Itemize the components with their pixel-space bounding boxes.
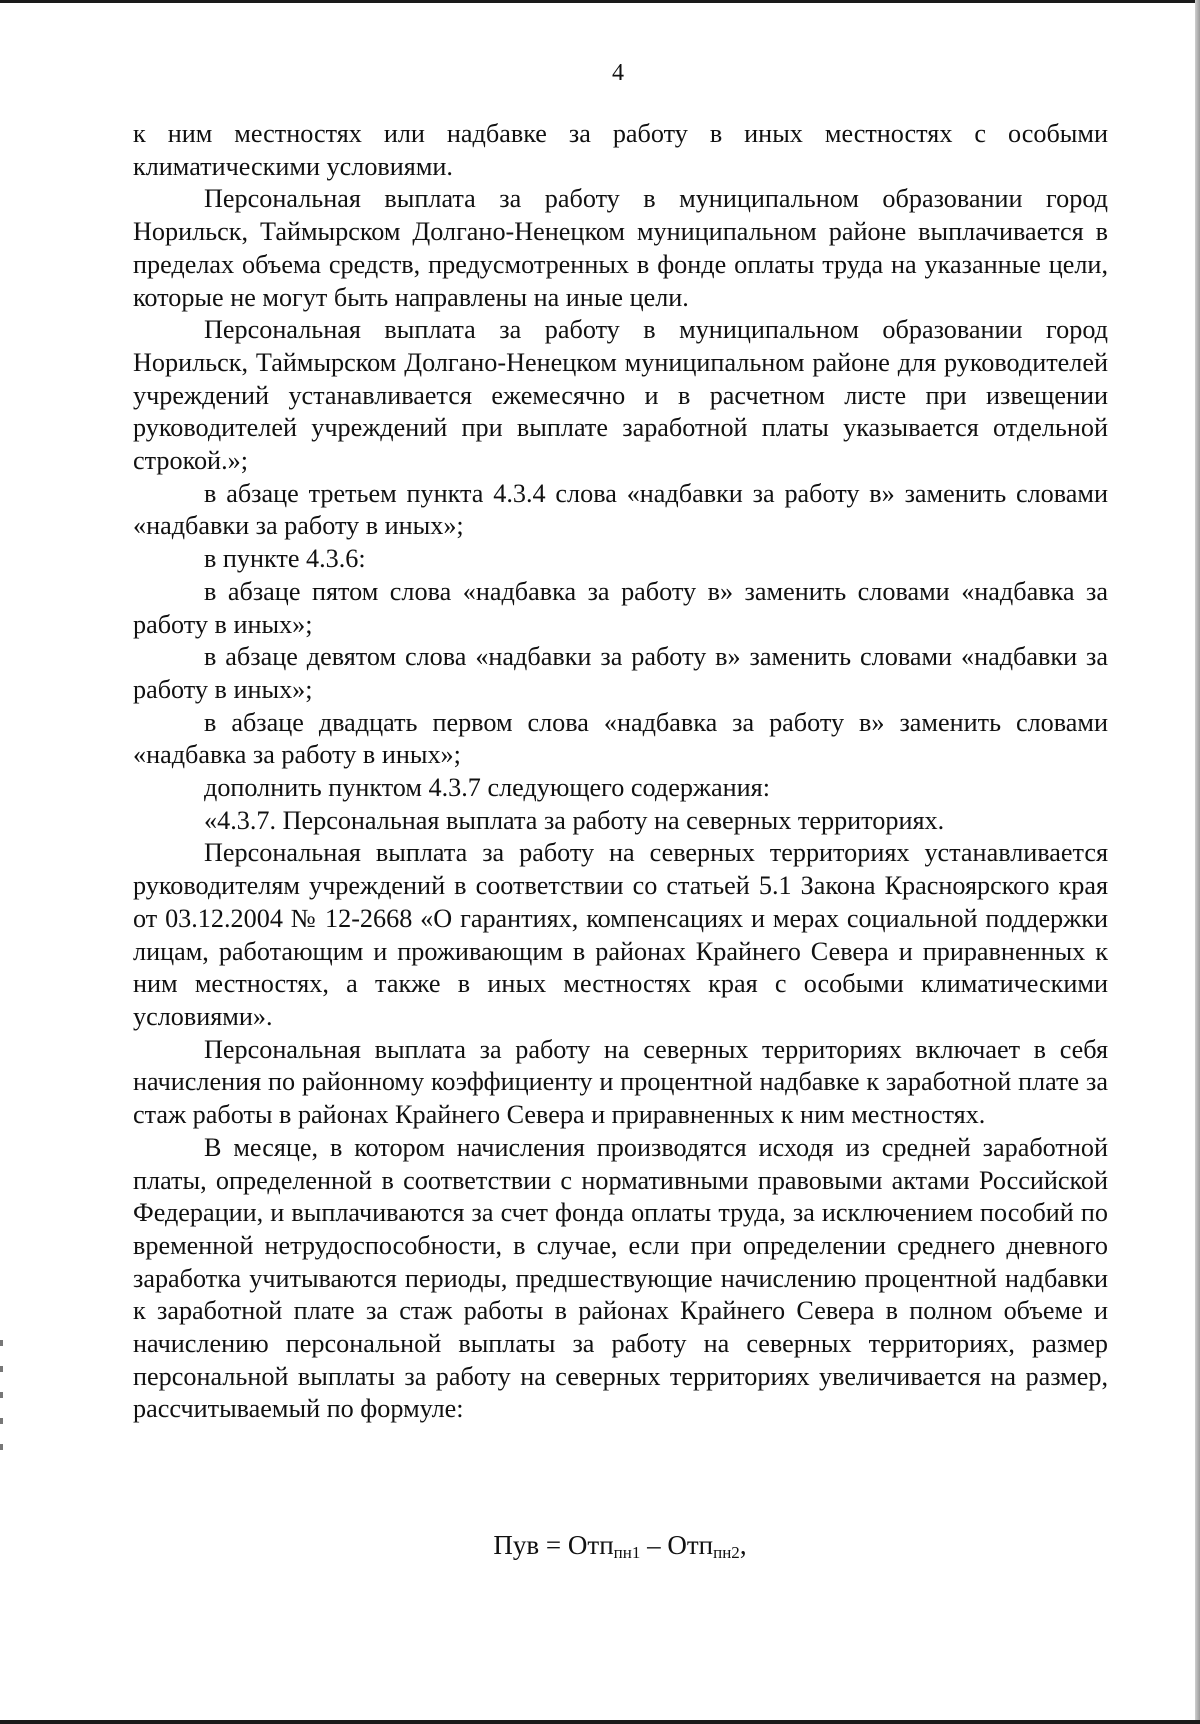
- formula-equals: =: [539, 1530, 568, 1560]
- paragraph-3: Персональная выплата за работу в муниципальном образовании город Норильск, Таймырском Долгано-Ненецком муниципальном районе для руководителей учреждений устанавливается ежемесячно и в расчетном листе при извещении руководителей учреждений при выплате заработной платы указывается отдельной строкой.»;: [133, 315, 1108, 476]
- paragraph-1: к ним местностях или надбавке за работу в иных местностях с особыми климатическими условиями.: [133, 119, 1108, 181]
- paragraph-9: дополнить пунктом 4.3.7 следующего содержания:: [204, 773, 770, 803]
- paragraph-4: в абзаце третьем пункта 4.3.4 слова «надбавки за работу в» заменить словами «надбавки за работу в иных»;: [133, 478, 1108, 541]
- paragraph-10: «4.3.7. Персональная выплата за работу на северных территориях.: [204, 805, 945, 835]
- formula-term1-subscript: пн1: [613, 1543, 641, 1562]
- scan-margin-marks: [0, 1340, 3, 1460]
- page-number: 4: [612, 60, 624, 86]
- formula-term2-subscript: пн2: [713, 1543, 740, 1562]
- paragraph-6: в абзаце пятом слова «надбавка за работу в» заменить словами «надбавка за работу в иных»;: [133, 576, 1108, 639]
- formula-trailing: ,: [739, 1530, 747, 1560]
- paragraph-8: в абзаце двадцать первом слова «надбавка за работу в» заменить словами «надбавка за работу в иных»;: [133, 707, 1108, 770]
- document-body: [133, 118, 1108, 1426]
- formula-term1: Отп: [567, 1530, 614, 1560]
- formula-minus: –: [640, 1530, 668, 1560]
- paragraph-11: Персональная выплата за работу на северных территориях устанавливается руководителям учреждений в соответствии со статьей 5.1 Закона Красноярского края от 03.12.2004 № 12-2668 «О гарантиях, компенсациях и мерах социальной поддержки лицам, работающим и проживающим в районах Крайнего Севера и приравненных к ним местностях, а также в иных местностях края с особыми климатическими условиями».: [133, 838, 1108, 1031]
- paragraph-13: В месяце, в котором начисления производятся исходя из средней заработной платы, определенной в соответствии с нормативными правовыми актами Российской Федерации, и выплачиваются за счет фонда оплаты труда, за исключением пособий по временной нетрудоспособности, в случае, если при определении среднего дневного заработка учитываются периоды, предшествующие начислению процентной надбавки к заработной плате за стаж работы в районах Крайнего Севера в полном объеме и начислению персональной выплаты за работу на северных территориях, размер персональной выплаты за работу на северных территориях увеличивается на размер, рассчитываемый по формуле:: [133, 1132, 1108, 1424]
- scan-edge-right: [1195, 0, 1200, 1724]
- scan-edge-top: [0, 0, 1200, 3]
- paragraph-12: Персональная выплата за работу на северных территориях включает в себя начисления по районному коэффициенту и процентной надбавке к заработной плате за стаж работы в районах Крайнего Севера и приравненных к ним местностях.: [133, 1034, 1108, 1130]
- paragraph-2: Персональная выплата за работу в муниципальном образовании город Норильск, Таймырском Долгано-Ненецком муниципальном районе выплачивается в пределах объема средств, предусмотренных в фонде оплаты труда на указанные цели, которые не могут быть направлены на иные цели.: [133, 184, 1108, 312]
- formula-term2: Отп: [667, 1530, 714, 1560]
- formula: [0, 1528, 1200, 1562]
- paragraph-7: в абзаце девятом слова «надбавки за работу в» заменить словами «надбавки за работу в иных»;: [133, 642, 1108, 704]
- scan-edge-bottom: [0, 1720, 1200, 1724]
- formula-lhs: Пув: [493, 1530, 540, 1560]
- paragraph-5: в пункте 4.3.6:: [204, 544, 366, 574]
